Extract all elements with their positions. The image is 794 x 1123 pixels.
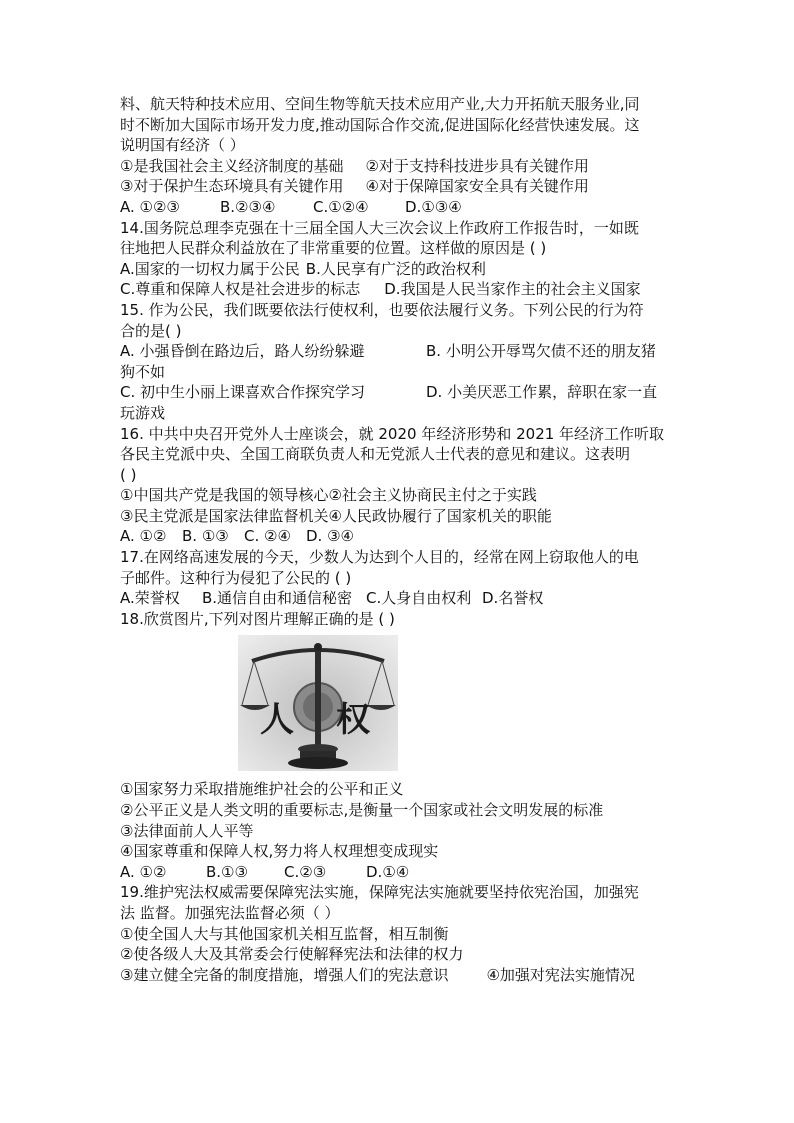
q15-stem-line: 15. 作为公民，我们既要依法行使权利，也要依法履行义务。下列公民的行为符 <box>120 300 644 319</box>
q15-option-a[interactable]: A. 小强昏倒在路边后，路人纷纷躲避 <box>120 342 365 361</box>
q18-option-c[interactable]: C.②③ <box>284 862 327 881</box>
q13-stem-line: 时不断加大国际市场开发力度,推动国际合作交流,促进国际化经营快速发展。这 <box>120 115 640 134</box>
q13-option-d[interactable]: D.①③④ <box>405 197 462 216</box>
q13-statement-4: ④对于保障国家安全具有关键作用 <box>365 177 589 196</box>
q14-option-c[interactable]: C.尊重和保障人权是社会进步的标志 <box>120 280 361 299</box>
q16-statements-34: ③民主党派是国家法律监督机关④人民政协履行了国家机关的职能 <box>120 506 552 525</box>
q15-options-cd <box>120 382 680 403</box>
exam-page <box>120 94 680 985</box>
q16-statements-12: ①中国共产党是我国的领导核心②社会主义协商民主付之于实践 <box>120 486 537 505</box>
q14-options-ab <box>120 259 680 280</box>
q16-option-b[interactable]: B. ①③ <box>182 527 229 546</box>
q13-statements-34 <box>120 176 680 197</box>
q14-options-cd <box>120 279 680 300</box>
q15-option-d-cont: 玩游戏 <box>120 403 166 422</box>
q17-option-b[interactable]: B.通信自由和通信秘密 <box>202 589 353 608</box>
q15-option-b-cont: 狗不如 <box>120 362 166 381</box>
q19-statement-2: ②使各级人大及其常委会行使解释宪法和法律的权力 <box>120 945 464 964</box>
q18-statement-4: ④国家尊重和保障人权,努力将人权理想变成现实 <box>120 842 439 861</box>
q15-stem-line: 合的是( ) <box>120 321 182 340</box>
q14-option-a[interactable]: A.国家的一切权力属于公民 <box>120 259 300 278</box>
q16-stem-line: 16. 中共中央召开党外人士座谈会，就 2020 年经济形势和 2021 年经济工作听取 <box>120 424 665 443</box>
q14-option-d[interactable]: D.我国是人民当家作主的社会主义国家 <box>384 280 641 299</box>
q18-stem: 18.欣赏图片,下列对图片理解正确的是 ( ) <box>120 609 395 628</box>
q17-option-a[interactable]: A.荣誉权 <box>120 589 180 608</box>
char-quan: 权 <box>336 700 370 741</box>
q14-stem-line: 往地把人民群众利益放在了非常重要的位置。这样做的原因是 ( ) <box>120 239 547 258</box>
q15-option-b[interactable]: B. 小明公开辱骂欠债不还的朋友猪 <box>426 342 656 361</box>
q19-statement-1: ①使全国人大与其他国家机关相互监督，相互制衡 <box>120 924 449 943</box>
q18-option-a[interactable]: A. ①② <box>120 862 167 881</box>
q13-option-c[interactable]: C.①②④ <box>313 197 369 216</box>
q13-stem-line: 说明国有经济（ ） <box>120 136 245 155</box>
q13-statement-1: ①是我国社会主义经济制度的基础 <box>120 156 344 175</box>
q16-options <box>120 526 680 547</box>
q15-option-d[interactable]: D. 小美厌恶工作累，辞职在家一直 <box>426 383 658 402</box>
q19-stem-line: 法 监督。加强宪法监督必须（ ） <box>120 904 340 922</box>
q19-statement-3: ③建立健全完备的制度措施，增强人们的宪法意识 <box>120 965 449 984</box>
q17-stem-line: 17.在网络高速发展的今天，少数人为达到个人目的，经常在网上窃取他人的电 <box>120 548 639 567</box>
human-rights-scale-image <box>238 635 398 771</box>
scale-pole <box>315 651 321 747</box>
q16-stem-line: 各民主党派中央、全国工商联负责人和无党派人士代表的意见和建议。这表明 <box>120 445 631 464</box>
q17-options <box>120 588 680 609</box>
q18-option-d[interactable]: D.①④ <box>366 862 410 881</box>
q18-statement-2: ②公平正义是人类文明的重要标志,是衡量一个国家或社会文明发展的标准 <box>120 801 604 820</box>
q13-stem-line: 料、航天特种技术应用、空间生物等航天技术应用产业,大力开拓航天服务业,同 <box>120 95 640 113</box>
q15-option-c[interactable]: C. 初中生小丽上课喜欢合作探究学习 <box>120 383 366 402</box>
q13-options <box>120 197 680 218</box>
q18-option-b[interactable]: B.①③ <box>206 862 248 881</box>
q17-option-d[interactable]: D.名誉权 <box>482 589 544 608</box>
q16-option-a[interactable]: A. ①② <box>120 527 167 546</box>
q13-statement-2: ②对于支持科技进步具有关键作用 <box>365 156 589 175</box>
q13-option-b[interactable]: B.②③④ <box>220 197 276 216</box>
scale-top <box>314 643 322 651</box>
q13-option-a[interactable]: A. ①②③ <box>120 197 180 216</box>
q17-option-c[interactable]: C.人身自由权利 <box>366 589 472 608</box>
q14-stem-line: 14.国务院总理李克强在十三届全国人大三次会议上作政府工作报告时，一如既 <box>120 218 639 237</box>
q16-option-d[interactable]: D. ③④ <box>306 527 354 546</box>
char-ren: 人 <box>260 700 294 741</box>
q19-stem-line: 19.维护宪法权威需要保障宪法实施，保障宪法实施就要坚持依宪治国，加强宪 <box>120 883 639 902</box>
q15-options-ab <box>120 341 680 362</box>
q13-statements-12 <box>120 156 680 177</box>
scale-base <box>288 757 348 769</box>
q19-statements-34 <box>120 965 680 986</box>
q17-stem-line: 子邮件。这种行为侵犯了公民的 ( ) <box>120 568 352 587</box>
q13-statement-3: ③对于保护生态环境具有关键作用 <box>120 177 344 196</box>
q16-option-c[interactable]: C. ②④ <box>244 527 291 546</box>
q18-statement-3: ③法律面前人人平等 <box>120 821 254 840</box>
q18-statement-1: ①国家努力采取措施维护社会的公平和正义 <box>120 780 404 799</box>
q18-options <box>120 862 680 883</box>
q14-option-b[interactable]: B.人民享有广泛的政治权利 <box>305 259 486 278</box>
scale-illustration <box>238 635 398 771</box>
q16-stem-line: ( ) <box>120 465 137 484</box>
q19-statement-4: ④加强对宪法实施情况 <box>486 965 635 984</box>
